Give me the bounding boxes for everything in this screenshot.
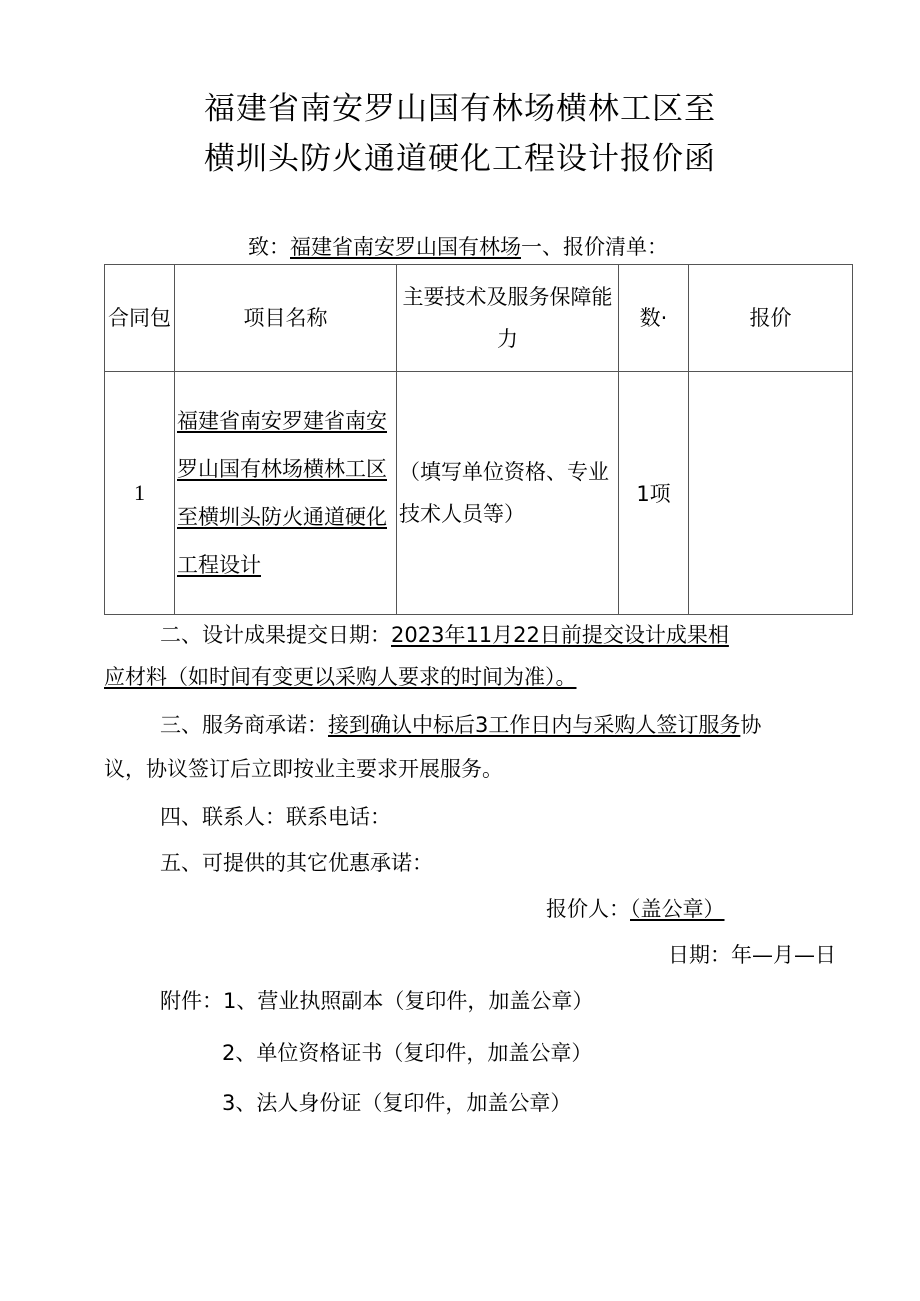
- date-line: 日期：年—月—日: [668, 943, 836, 967]
- section-2-heading: 二、设计成果提交日期：: [160, 623, 391, 647]
- header-tech-capability: 主要技术及服务保障能力: [397, 265, 619, 372]
- section-3-line-1: [160, 710, 761, 740]
- document-title-line-2: 横圳头防火通道硬化工程设计报价函: [204, 141, 716, 177]
- recipient-line: [248, 232, 668, 262]
- section-3-line-tail: 协: [740, 713, 762, 737]
- quoter-line: [546, 894, 725, 924]
- attachment-item-2: 2、单位资格证书（复印件，加盖公章）: [222, 1041, 593, 1065]
- document-title-line-1: 福建省南安罗山国有林场横林工区至: [204, 91, 716, 127]
- quoter-seal: （盖公章）: [630, 897, 725, 921]
- section-2-line-2: 应材料（如时间有变更以采购人要求的时间为准）。: [104, 665, 577, 689]
- section-3-heading: 三、服务商承诺：: [160, 713, 328, 737]
- recipient-name: 福建省南安罗山国有林场: [290, 235, 521, 259]
- cell-package: 1: [105, 372, 175, 615]
- attachment-item-1: 1、营业执照副本（复印件，加盖公章）: [223, 989, 594, 1013]
- table-header-row: [105, 265, 853, 372]
- section-5-offers: 五、可提供的其它优惠承诺：: [160, 851, 433, 875]
- quote-table: [104, 264, 853, 615]
- header-quantity: 数·: [619, 265, 689, 372]
- section-2-date-text: 2023年11月22日前提交设计成果相: [391, 623, 729, 647]
- section-3-commitment-text: 接到确认中标后3工作日内与采购人签订服务: [328, 713, 741, 737]
- header-package: 合同包: [105, 265, 175, 372]
- project-name-text: 福建省南安罗建省南安罗山国有林场横林工区至横圳头防火通道硬化工程设计: [177, 409, 387, 577]
- section-3-line-2: 议，协议签订后立即按业主要求开展服务。: [104, 757, 503, 781]
- quoter-label: 报价人：: [546, 897, 630, 921]
- cell-project-name: [175, 372, 397, 615]
- attachments-label: 附件：: [160, 989, 223, 1013]
- section-1-heading: 一、报价清单：: [521, 235, 668, 259]
- cell-price: [689, 372, 853, 615]
- section-4-contact: 四、联系人：联系电话：: [160, 805, 391, 829]
- section-2-line-1: [160, 620, 729, 650]
- cell-tech-capability: （填写单位资格、专业技术人员等）: [397, 372, 619, 615]
- attachments-line-1: [160, 986, 593, 1016]
- header-project-name: 项目名称: [175, 265, 397, 372]
- attachment-item-3: 3、法人身份证（复印件，加盖公章）: [222, 1091, 572, 1115]
- cell-quantity: 1项: [619, 372, 689, 615]
- table-row: [105, 372, 853, 615]
- header-price: 报价: [689, 265, 853, 372]
- recipient-label: 致：: [248, 235, 290, 259]
